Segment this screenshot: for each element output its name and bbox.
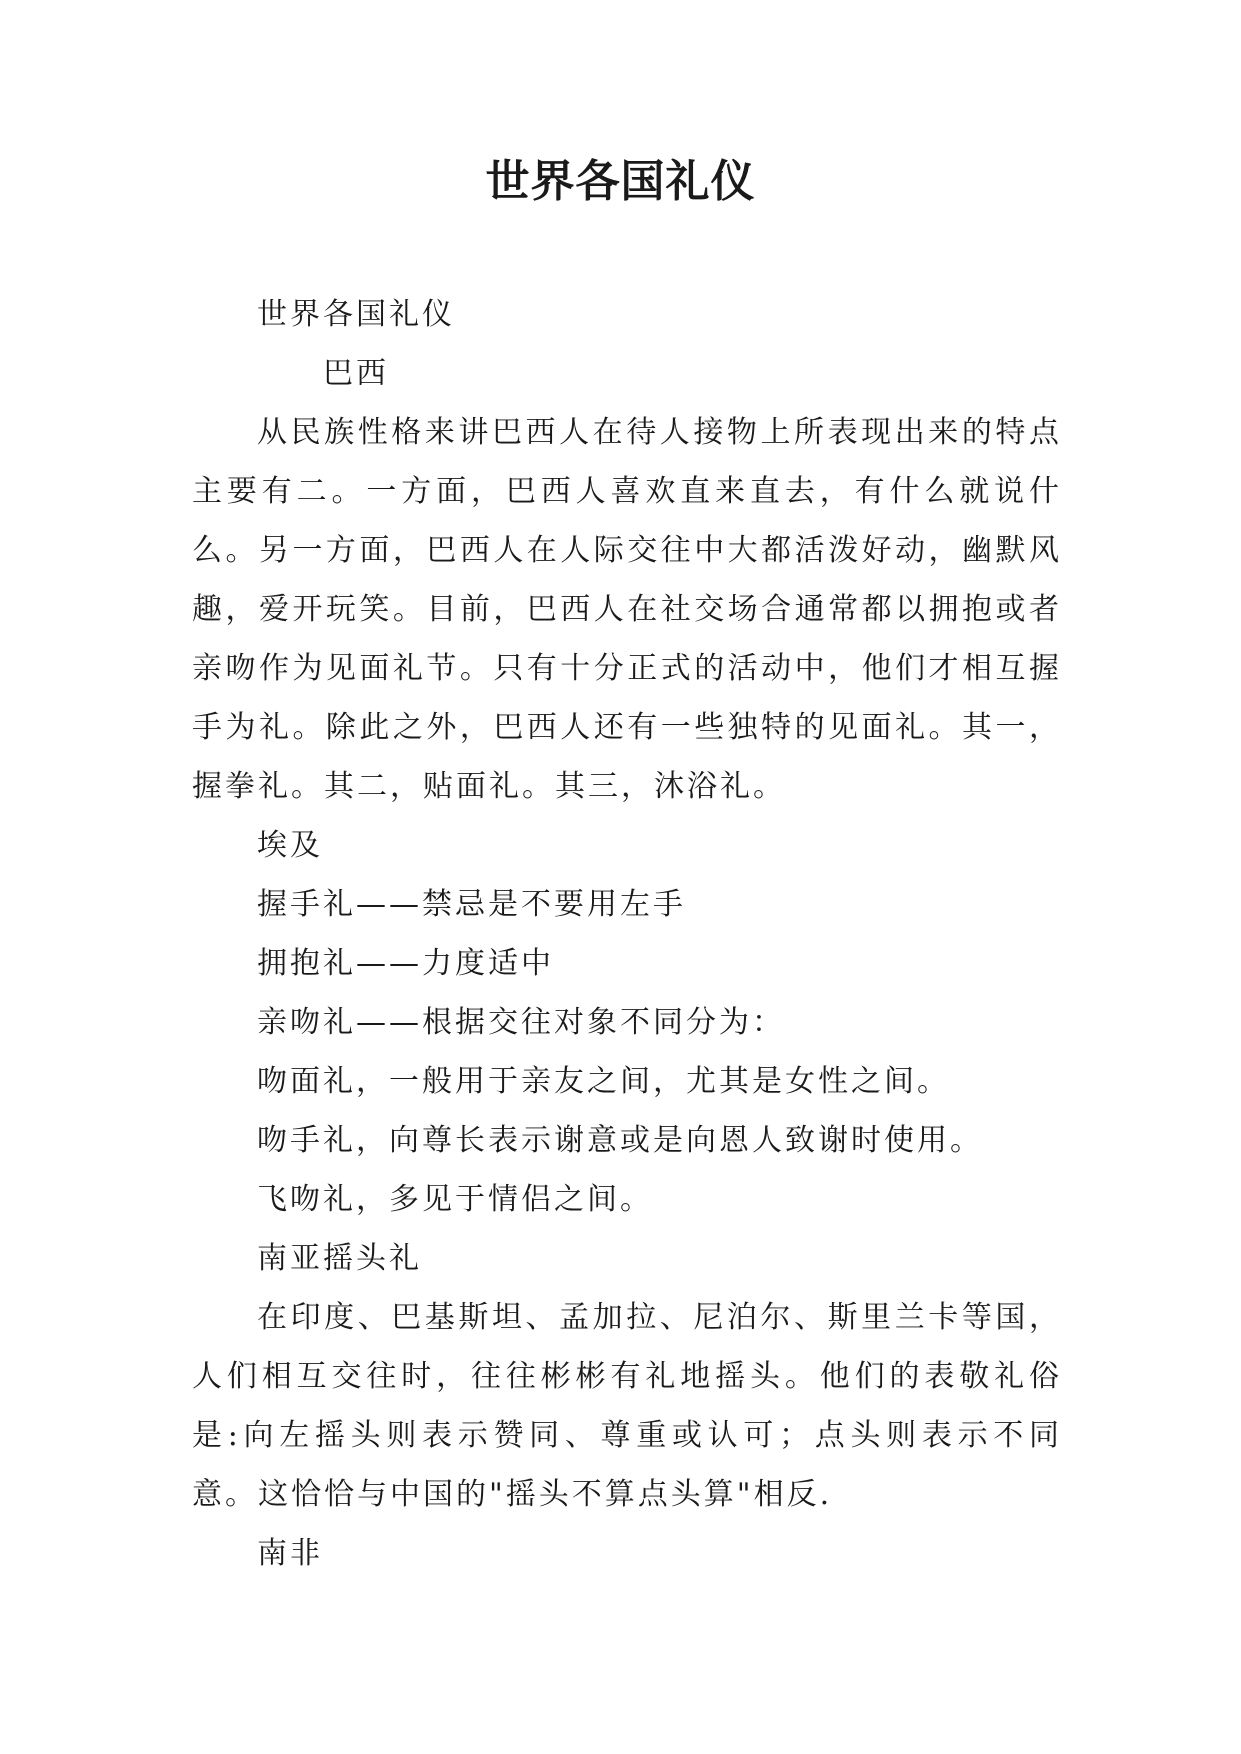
section-heading-south-asia: 南亚摇头礼 <box>257 1241 422 1276</box>
paragraph-brazil: 从民族性格来讲巴西人在待人接物上所表现出来的特点主要有二。一方面，巴西人喜欢直来直去，有什么就说什么。另一方面，巴西人在人际交往中大都活泼好动，幽默风趣，爱开玩笑。目前，巴西人在社交场合通常都以拥抱或者亲吻作为见面礼节。只有十分正式的活动中，他们才相互握手为礼。除此之外，巴西人还有一些独特的见面礼。其一，握拳礼。其二，贴面礼。其三，沐浴礼。 <box>192 415 1062 804</box>
paragraph-south-asia: 在印度、巴基斯坦、孟加拉、尼泊尔、斯里兰卡等国，人们相互交往时，往往彬彬有礼地摇头。他们的表敬礼俗是:向左摇头则表示赞同、尊重或认可；点头则表示不同意。这恰恰与中国的"摇头不算点头算"相反. <box>192 1300 1062 1512</box>
document-body <box>192 285 1062 1583</box>
section-heading-brazil: 巴西 <box>323 356 389 391</box>
heading-line: 世界各国礼仪 <box>257 297 455 332</box>
line-kiss-hand: 吻手礼，向尊长表示谢意或是向恩人致谢时使用。 <box>257 1123 983 1158</box>
document-title: 世界各国礼仪 <box>485 156 756 207</box>
line-kiss: 亲吻礼——根据交往对象不同分为： <box>257 1005 785 1040</box>
line-kiss-fly: 飞吻礼，多见于情侣之间。 <box>257 1182 653 1217</box>
line-handshake: 握手礼——禁忌是不要用左手 <box>257 887 686 922</box>
line-kiss-face: 吻面礼，一般用于亲友之间，尤其是女性之间。 <box>257 1064 950 1099</box>
section-heading-south-africa: 南非 <box>257 1536 323 1571</box>
line-hug: 拥抱礼——力度适中 <box>257 946 554 981</box>
section-heading-egypt: 埃及 <box>257 828 323 863</box>
